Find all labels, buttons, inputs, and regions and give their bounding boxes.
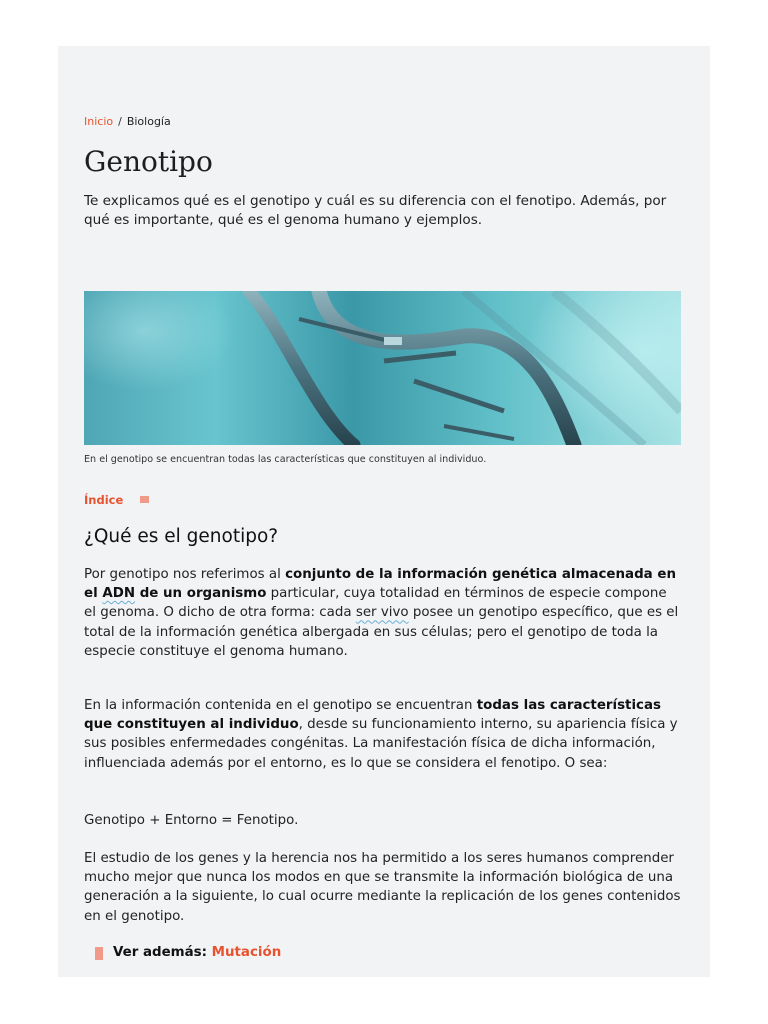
see-also-link[interactable]: Mutación: [211, 945, 282, 960]
image-caption: En el genotipo se encuentran todas las características que constituyen al individuo.: [84, 454, 487, 465]
ser-vivo-link[interactable]: ser vivo: [355, 605, 409, 621]
article-card: [58, 46, 710, 977]
see-also-marker: [95, 947, 103, 960]
dna-helix-icon: [84, 291, 681, 445]
dna-helix-image: [84, 291, 681, 445]
adn-link[interactable]: ADN: [102, 586, 136, 602]
paragraph-1: [84, 565, 681, 661]
p1-bold-text-1: conjunto de la información genética almacenada en el: [84, 567, 676, 602]
see-also-label: Ver además:: [113, 945, 212, 960]
paragraph-4: El estudio de los genes y la herencia nos ha permitido a los seres humanos comprender mucho mejor que nunca los modos en que se transmite la información biológica de una generación a la siguiente, lo cual ocurre mediante la replicación de los genes contenidos en el genotipo.: [84, 851, 681, 924]
section-title: ¿Qué es el genotipo?: [84, 526, 279, 547]
p2-bold-1: todas las características que constituyen al individuo: [84, 698, 661, 733]
breadcrumb-category-link[interactable]: Biología: [126, 115, 171, 128]
page-title: Genotipo: [84, 145, 213, 178]
p1-bold-text-2: de un organismo: [135, 586, 267, 602]
formula: Genotipo + Entorno = Fenotipo.: [84, 813, 299, 828]
see-also: [113, 945, 281, 960]
index-toggle[interactable]: Índice: [84, 493, 124, 507]
breadcrumb: [84, 115, 171, 129]
paragraph-2: [84, 696, 681, 773]
p2-text-1: En la información contenida en el genotipo se encuentran: [84, 698, 477, 713]
p1-text-3: posee un genotipo específico, que es el total de la información genética albergada en sus células; pero el genotipo de toda la especie constituye el genoma humano.: [84, 605, 679, 659]
index-marker-icon[interactable]: [140, 496, 149, 503]
article-lead: Te explicamos qué es el genotipo y cuál es su diferencia con el fenotipo. Además, por qué es importante, qué es el genoma humano y ejemplos.: [84, 193, 667, 228]
p1-text-2: particular, cuya totalidad en términos de especie compone el genoma. O dicho de otra forma: cada: [84, 586, 667, 621]
breadcrumb-separator: /: [118, 115, 122, 128]
p1-text-1: Por genotipo nos referimos al: [84, 567, 286, 582]
p2-text-2: , desde su funcionamiento interno, su apariencia física y sus posibles enfermedades congénitas. La manifestación física de dicha información, influenciada además por el entorno, es lo que se considera el fenotipo. O sea:: [84, 717, 678, 771]
breadcrumb-home-link[interactable]: Inicio: [84, 115, 114, 128]
